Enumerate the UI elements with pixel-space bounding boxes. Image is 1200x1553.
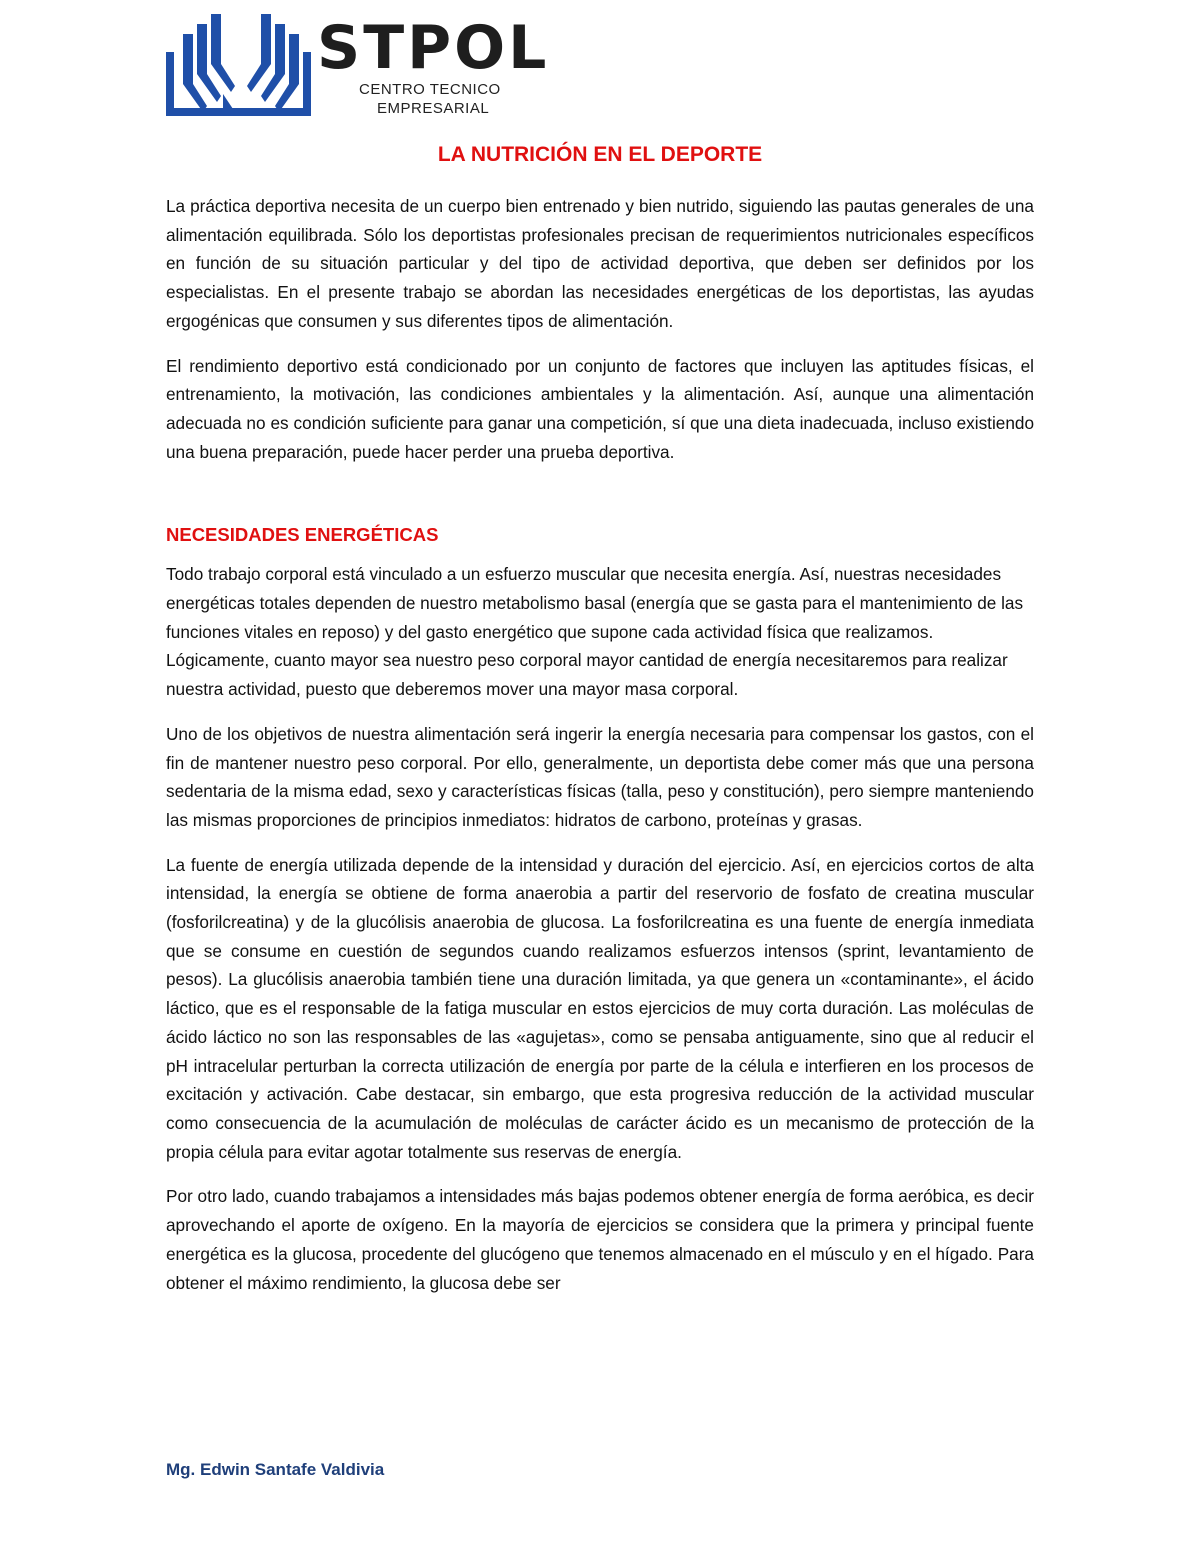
section-paragraph-2: Uno de los objetivos de nuestra alimentación será ingerir la energía necesaria para compensar los gastos, con el fin de mantener nuestro peso corporal. Por ello, generalmente, un deportista debe comer más que una persona sedentaria de la misma edad, sexo y características físicas (talla, peso y constitución), pero siempre manteniendo las mismas proporciones de principios inmediatos: hidratos de carbono, proteínas y grasas.: [166, 723, 1034, 830]
logo-subtitle-line1: CENTRO TECNICO: [359, 81, 501, 98]
intro-paragraph-1: La práctica deportiva necesita de un cuerpo bien entrenado y bien nutrido, siguiendo las pautas generales de una alimentación equilibrada. Sólo los deportistas profesionales precisan de requerimientos nutricionales específicos en función de su situación particular y del tipo de actividad deportiva, que deben ser definidos por los especialistas. En el presente trabajo se abordan las necesidades energéticas de los deportistas, las ayudas ergogénicas que consumen y sus diferentes tipos de alimentación.: [166, 196, 1034, 331]
section-paragraph-3: La fuente de energía utilizada depende de la intensidad y duración del ejercicio. Así, en ejercicios cortos de alta intensidad, la energía se obtiene de forma anaerobia a partir del reservorio de fosfato de creatina muscular (fosforilcreatina) y de la glucólisis anaerobia de glucosa. La fosforilcreatina es una fuente de energía inmediata que se consume en cuestión de segundos cuando realizamos esfuerzos intensos (sprint, levantamiento de pesos). La glucólisis anaerobia también tiene una duración limitada, ya que genera un «contaminante», el ácido láctico, que es el responsable de la fatiga muscular en estos ejercicios de muy corta duración. Las moléculas de ácido láctico no son las responsables de las «agujetas», como se pensaba antiguamente, sino que al reducir el pH intracelular perturban la correcta utilización de energía por parte de la célula e interfieren en los procesos de excitación y activación. Cabe destacar, sin embargo, que esta progresiva reducción de la actividad muscular como consecuencia de la acumulación de moléculas de carácter ácido es un mecanismo de protección de la propia célula para evitar agotar totalmente sus reservas de energía.: [166, 854, 1034, 1162]
logo-wordmark: STPOL: [317, 13, 550, 83]
document-title: LA NUTRICIÓN EN EL DEPORTE: [437, 143, 763, 166]
logo-emblem-icon: [163, 12, 313, 122]
page-footer-author: Mg. Edwin Santafe Valdivia: [166, 1460, 385, 1479]
intro-paragraph-2: El rendimiento deportivo está condicionado por un conjunto de factores que incluyen las aptitudes físicas, el entrenamiento, la motivación, las condiciones ambientales y la alimentación. Así, aunque una alimentación adecuada no es condición suficiente para ganar una competición, sí que una dieta inadecuada, incluso existiendo una buena preparación, puede hacer perder una prueba deportiva.: [166, 355, 1034, 462]
section-paragraph-1: Todo trabajo corporal está vinculado a un esfuerzo muscular que necesita energía. Así, nuestras necesidades energéticas totales dependen de nuestro metabolismo basal (energía que se gasta para el mantenimiento de las funciones vitales en reposo) y del gasto energético que supone cada actividad física que realizamos. Lógicamente, cuanto mayor sea nuestro peso corporal mayor cantidad de energía necesitaremos para realizar nuestra actividad, puesto que deberemos mover una mayor masa corporal.: [166, 564, 1024, 700]
section-paragraph-4: Por otro lado, cuando trabajamos a intensidades más bajas podemos obtener energía de forma aeróbica, es decir aprovechando el aporte de oxígeno. En la mayoría de ejercicios se considera que la primera y principal fuente energética es la glucosa, procedente del glucógeno que tenemos almacenado en el músculo y en el hígado. Para obtener el máximo rendimiento, la glucosa debe ser: [166, 1186, 1034, 1293]
section-heading: NECESIDADES ENERGÉTICAS: [166, 524, 439, 546]
document-body: [166, 192, 1034, 1313]
logo-subtitle-line2: EMPRESARIAL: [377, 100, 490, 117]
company-logo: [163, 12, 573, 122]
